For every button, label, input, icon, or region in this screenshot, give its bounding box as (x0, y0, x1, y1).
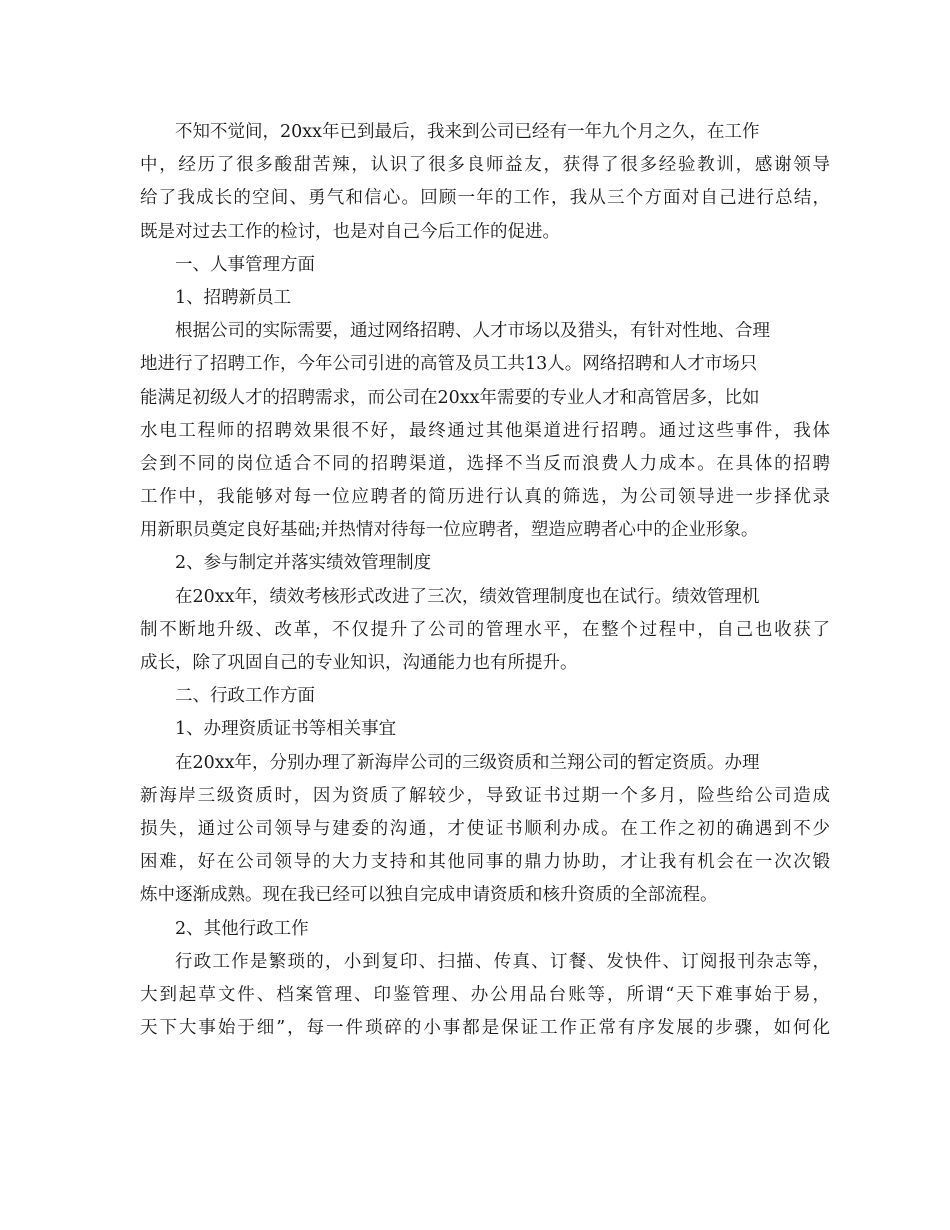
text-line: 行政工作是繁琐的，小到复印、扫描、传真、订餐、发快件、订阅报刊杂志等， (175, 951, 830, 972)
text-line: 成长，除了巩固自己的专业知识，沟通能力也有所提升。 (140, 653, 578, 673)
text-line: 在20xx年，分别办理了新海岸公司的三级资质和兰翔公司的暂定资质。办理 (175, 752, 760, 773)
text-line: 水电工程师的招聘效果很不好，最终通过其他渠道进行招聘。通过这些事件，我体 (140, 420, 830, 441)
text-line: 地进行了招聘工作，今年公司引进的高管及员工共13人。网络招聘和人才市场只 (140, 354, 758, 375)
document-body (140, 116, 830, 1045)
text-line: 一、人事管理方面 (175, 254, 315, 275)
text-line: 大到起草文件、档案管理、印鉴管理、办公用品台账等，所谓“天下难事始于易， (140, 984, 830, 1005)
text-line: 1、招聘新员工 (175, 287, 292, 308)
text-line: 会到不同的岗位适合不同的招聘渠道，选择不当反而浪费人力成本。在具体的招聘 (140, 453, 830, 474)
text-line: 能满足初级人才的招聘需求，而公司在20xx年需要的专业人才和高管居多，比如 (140, 387, 760, 408)
text-line: 二、行政工作方面 (175, 686, 315, 707)
text-line: 在20xx年，绩效考核形式改进了三次，绩效管理制度也在试行。绩效管理机 (175, 586, 760, 607)
text-line: 损失，通过公司领导与建委的沟通，才使证书顺利办成。在工作之初的确遇到不少 (140, 818, 830, 839)
text-line: 工作中，我能够对每一位应聘者的简历进行认真的筛选，为公司领导进一步择优录 (140, 487, 830, 508)
text-line: 天下大事始于细”，每一件琐碎的小事都是保证工作正常有序发展的步骤，如何化 (140, 1018, 830, 1039)
text-line: 2、其他行政工作 (175, 918, 309, 939)
text-line: 用新职员奠定良好基础;并热情对待每一位应聘者，塑造应聘者心中的企业形象。 (140, 520, 759, 541)
text-line: 中，经历了很多酸甜苦辣，认识了很多良师益友，获得了很多经验教训，感谢领导 (140, 155, 830, 176)
text-line: 1、办理资质证书等相关事宜 (175, 719, 397, 740)
text-line: 2、参与制定并落实绩效管理制度 (175, 553, 432, 574)
text-line: 给了我成长的空间、勇气和信心。回顾一年的工作，我从三个方面对自己进行总结， (140, 188, 830, 209)
text-line: 既是对过去工作的检讨，也是对自己今后工作的促进。 (140, 221, 560, 242)
text-line: 炼中逐渐成熟。现在我已经可以独自完成申请资质和核升资质的全部流程。 (140, 885, 718, 906)
text-line: 新海岸三级资质时，因为资质了解较少，导致证书过期一个多月，险些给公司造成 (140, 785, 830, 806)
text-line: 制不断地升级、改革，不仅提升了公司的管理水平，在整个过程中，自己也收获了 (140, 619, 830, 640)
text-line: 根据公司的实际需要，通过网络招聘、人才市场以及猎头，有针对性地、合理 (175, 321, 770, 342)
text-line: 不知不觉间，20xx年已到最后，我来到公司已经有一年九个月之久，在工作 (175, 122, 760, 142)
text-line: 困难，好在公司领导的大力支持和其他同事的鼎力协助，才让我有机会在一次次锻 (140, 852, 830, 873)
